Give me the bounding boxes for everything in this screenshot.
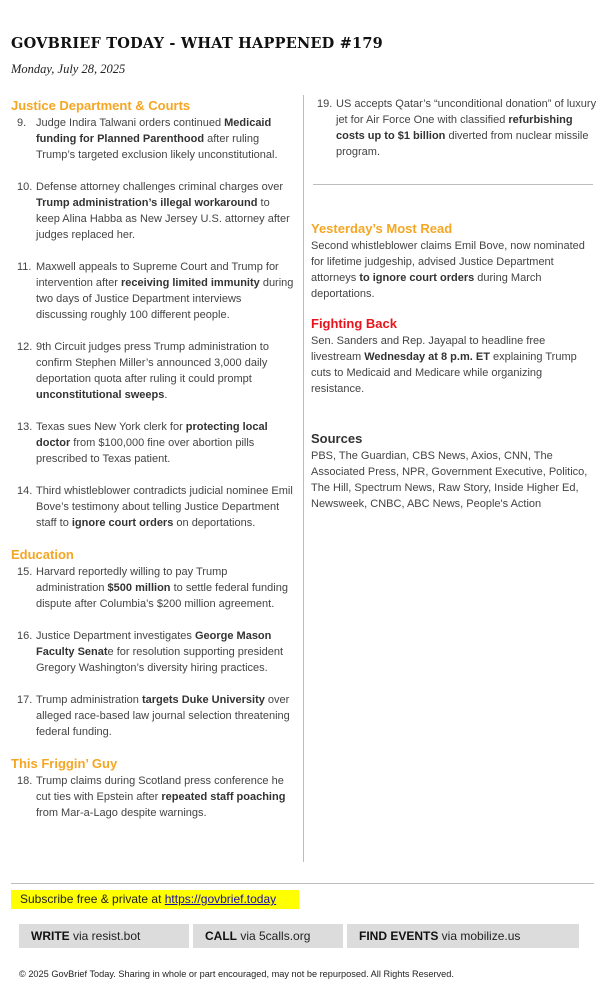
- footer-divider: [11, 883, 594, 884]
- news-item: 17. Trump administration targets Duke University over alleged race-based law journal selection threatening federal funding.: [17, 694, 290, 738]
- news-item: 15. Harvard reportedly willing to pay Trump administration $500 million to settle federal funding dispute after Columbia’s $200 million agreement.: [17, 566, 288, 610]
- subscribe-link[interactable]: https://govbrief.today: [164, 892, 277, 906]
- section-heading-sources: Sources: [311, 431, 363, 446]
- news-item: 14. Third whistleblower contradicts judicial nominee Emil Bove’s testimony about telling Justice Department staff to ignore court orders on deportations.: [17, 485, 293, 529]
- news-item: 19. US accepts Qatar’s “unconditional donation” of luxury jet for Air Force One with classified refurbishing costs up to $1 billion diverted from nuclear missile program.: [317, 98, 597, 158]
- news-item: 16. Justice Department investigates George Mason Faculty Senate for resolution supporting president Gregory Washington’s diversity hiring practices.: [17, 630, 284, 674]
- news-item: 12. 9th Circuit judges press Trump administration to confirm Stephen Miller’s announced 3,000 daily deportation quota after ruling it could prompt unconstitutional sweeps.: [17, 341, 269, 401]
- action-bar: [19, 924, 579, 948]
- subscribe-banner: [11, 890, 299, 909]
- news-item: 10. Defense attorney challenges criminal charges over Trump administration’s illegal workaround to keep Alina Habba as New Jersey U.S. attorney after judges replaced her.: [17, 181, 290, 241]
- news-item: 11. Maxwell appeals to Supreme Court and Trump for intervention after receiving limited immunity during two days of Justice Department interviews discussing roughly 100 different people.: [17, 261, 294, 321]
- call-action[interactable]: CALL via 5calls.org: [205, 929, 311, 943]
- section-heading-justice: Justice Department & Courts: [11, 98, 191, 113]
- copyright-footer: © 2025 GovBrief Today. Sharing in whole or part encouraged, may not be repurposed. All Rights Reserved.: [19, 969, 454, 979]
- news-item: 9. Judge Indira Talwani orders continued Medicaid funding for Planned Parenthood after ruling Trump’s targeted exclusion likely unconstitutional.: [17, 117, 278, 161]
- news-item: 13. Texas sues New York clerk for protecting local doctor from $100,000 fine over abortion pills prescribed to Texas patient.: [17, 421, 268, 465]
- write-action[interactable]: WRITE via resist.bot: [31, 929, 141, 943]
- subscribe-text: Subscribe free & private at: [20, 892, 165, 906]
- yesterday-summary: Second whistleblower claims Emil Bove, now nominated for lifetime judgeship, advised Justice Department attorneys to ignore court orders during March deportations.: [311, 240, 585, 300]
- section-divider: [313, 184, 593, 185]
- section-heading-friggin-guy: This Friggin’ Guy: [11, 756, 118, 771]
- left-column: [11, 98, 294, 821]
- newsletter-title: GOVBRIEF TODAY - WHAT HAPPENED #179: [11, 35, 383, 52]
- news-item: 18. Trump claims during Scotland press conference he cut ties with Epstein after repeated staff poaching from Mar-a-Lago despite warnings.: [17, 775, 286, 819]
- right-column: [311, 96, 597, 512]
- find-events-action[interactable]: FIND EVENTS via mobilize.us: [359, 929, 521, 943]
- column-divider: [303, 95, 304, 862]
- section-heading-yesterday: Yesterday’s Most Read: [311, 221, 453, 236]
- section-heading-fighting-back: Fighting Back: [311, 316, 397, 331]
- fighting-back-summary: Sen. Sanders and Rep. Jayapal to headline free livestream Wednesday at 8 p.m. ET explaining Trump cuts to Medicaid and Medicare while organizing resistance.: [311, 335, 577, 395]
- issue-date: Monday, July 28, 2025: [11, 62, 126, 76]
- section-heading-education: Education: [11, 547, 74, 562]
- sources-list: PBS, The Guardian, CBS News, Axios, CNN, The Associated Press, NPR, Government Executive, Politico, The Hill, Spectrum News, Raw Story, Inside Higher Ed, Newsweek, CNBC, ABC News, People's Action: [311, 450, 588, 510]
